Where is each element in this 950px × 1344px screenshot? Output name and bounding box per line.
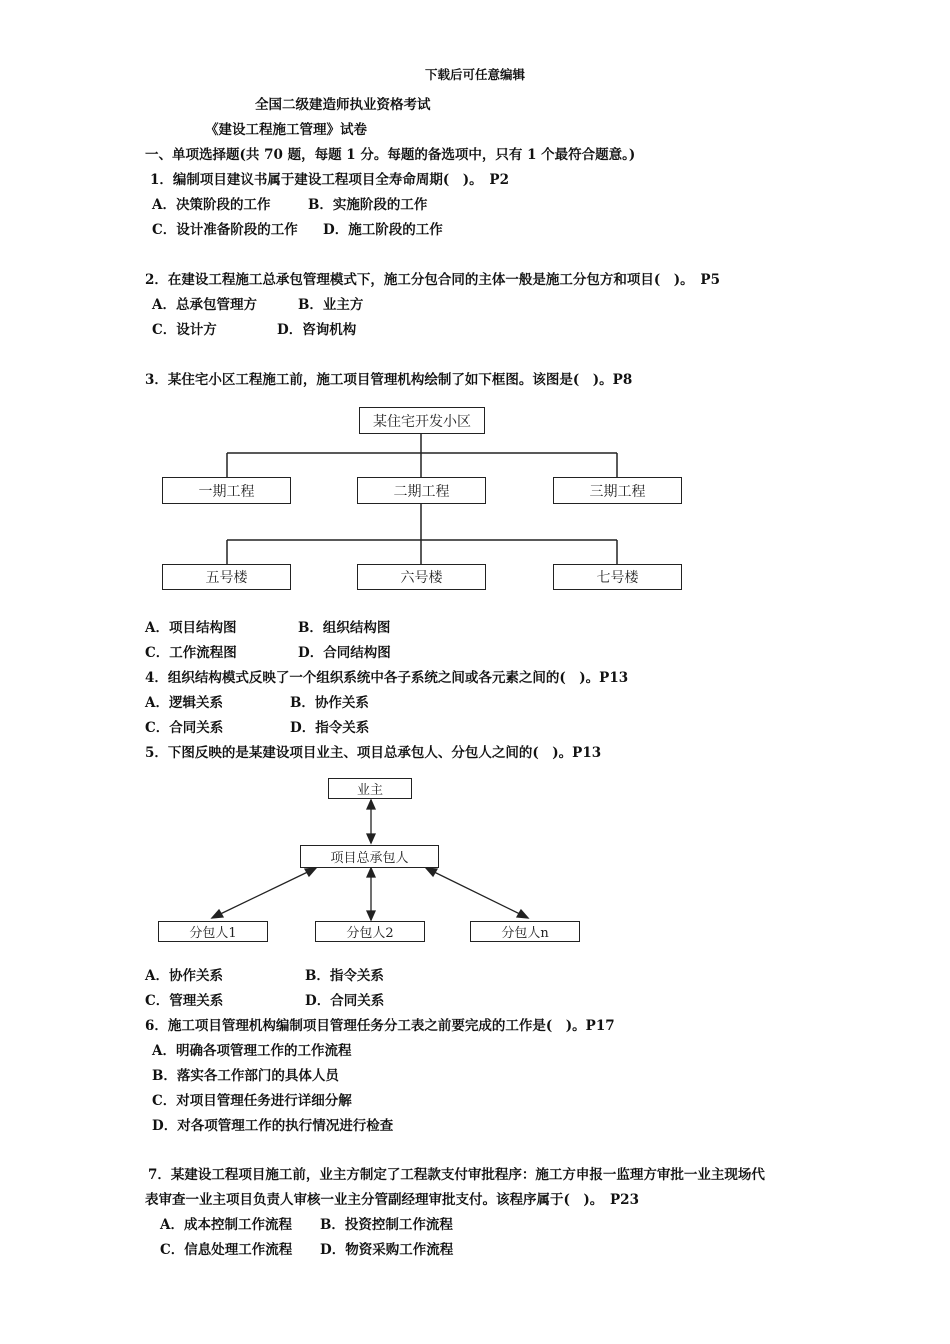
question-1-option-a: A．决策阶段的工作	[152, 197, 271, 213]
question-3-option-b: B．组织结构图	[298, 620, 391, 636]
subcontractor-box-2: 分包人2	[315, 921, 425, 942]
question-1-option-d: D．施工阶段的工作	[323, 222, 443, 238]
question-2-option-b: B．业主方	[298, 297, 364, 313]
question-1-option-c: C．设计准备阶段的工作	[152, 222, 298, 238]
exam-subtitle: 《建设工程施工管理》试卷	[205, 122, 367, 138]
question-7-option-a: A．成本控制工作流程	[160, 1217, 292, 1233]
question-7-stem-line-1: 7．某建设工程项目施工前，业主方制定了工程款支付审批程序：施工方申报一监理方审批一业主现场代	[148, 1167, 765, 1183]
question-5-option-d: D．合同关系	[305, 993, 385, 1009]
owner-box: 业主	[328, 778, 412, 799]
phase-box-3: 三期工程	[553, 477, 682, 504]
question-3-option-a: A．项目结构图	[145, 620, 237, 636]
question-5-option-b: B．指令关系	[305, 968, 384, 984]
question-1-option-b: B．实施阶段的工作	[308, 197, 428, 213]
subcontractor-box-n: 分包人n	[470, 921, 580, 942]
question-6-option-a: A．明确各项管理工作的工作流程	[152, 1043, 352, 1059]
question-7-option-b: B．投资控制工作流程	[320, 1217, 453, 1233]
question-7-option-c: C．信息处理工作流程	[160, 1242, 293, 1258]
building-box-5: 五号楼	[162, 564, 291, 590]
question-7-stem-line-2: 表审查一业主项目负责人审核一业主分管副经理审批支付。该程序属于( )。 P23	[145, 1192, 639, 1208]
question-6-option-b: B．落实各工作部门的具体人员	[152, 1068, 339, 1084]
question-1-stem: 1．编制项目建议书属于建设工程项目全寿命周期( )。 P2	[150, 172, 509, 188]
question-3-option-d: D．合同结构图	[298, 645, 391, 661]
building-box-6: 六号楼	[357, 564, 486, 590]
question-6-stem: 6．施工项目管理机构编制项目管理任务分工表之前要完成的工作是( )。P17	[145, 1018, 615, 1034]
question-2-stem: 2．在建设工程施工总承包管理模式下，施工分包合同的主体一般是施工分包方和项目( )。 P5	[145, 272, 720, 288]
question-4-option-c: C．合同关系	[145, 720, 224, 736]
section-heading: 一、单项选择题(共 70 题，每题 1 分。每题的备选项中，只有 1 个最符合题意。)	[145, 147, 636, 163]
org-root-box: 某住宅开发小区	[359, 407, 485, 434]
building-box-7: 七号楼	[553, 564, 682, 590]
question-3-option-c: C．工作流程图	[145, 645, 237, 661]
question-5-option-c: C．管理关系	[145, 993, 224, 1009]
question-6-option-c: C．对项目管理任务进行详细分解	[152, 1093, 352, 1109]
question-3-stem: 3．某住宅小区工程施工前，施工项目管理机构绘制了如下框图。该图是( )。P8	[145, 372, 633, 388]
question-2-option-c: C．设计方	[152, 322, 217, 338]
exam-title: 全国二级建造师执业资格考试	[255, 97, 431, 113]
general-contractor-box: 项目总承包人	[300, 845, 439, 868]
question-7-option-d: D．物资采购工作流程	[320, 1242, 454, 1258]
question-5-option-a: A．协作关系	[145, 968, 223, 984]
question-4-option-b: B．协作关系	[290, 695, 369, 711]
subcontractor-box-1: 分包人1	[158, 921, 268, 942]
question-6-option-d: D．对各项管理工作的执行情况进行检查	[152, 1118, 394, 1134]
question-4-option-a: A．逻辑关系	[145, 695, 223, 711]
question-2-option-d: D．咨询机构	[277, 322, 357, 338]
question-5-stem: 5．下图反映的是某建设项目业主、项目总承包人、分包人之间的( )。P13	[145, 745, 602, 761]
header-note: 下载后可任意编辑	[425, 67, 526, 82]
phase-box-2: 二期工程	[357, 477, 486, 504]
phase-box-1: 一期工程	[162, 477, 291, 504]
question-2-option-a: A．总承包管理方	[152, 297, 257, 313]
question-4-option-d: D．指令关系	[290, 720, 370, 736]
question-4-stem: 4．组织结构模式反映了一个组织系统中各子系统之间或各元素之间的( )。P13	[145, 670, 629, 686]
